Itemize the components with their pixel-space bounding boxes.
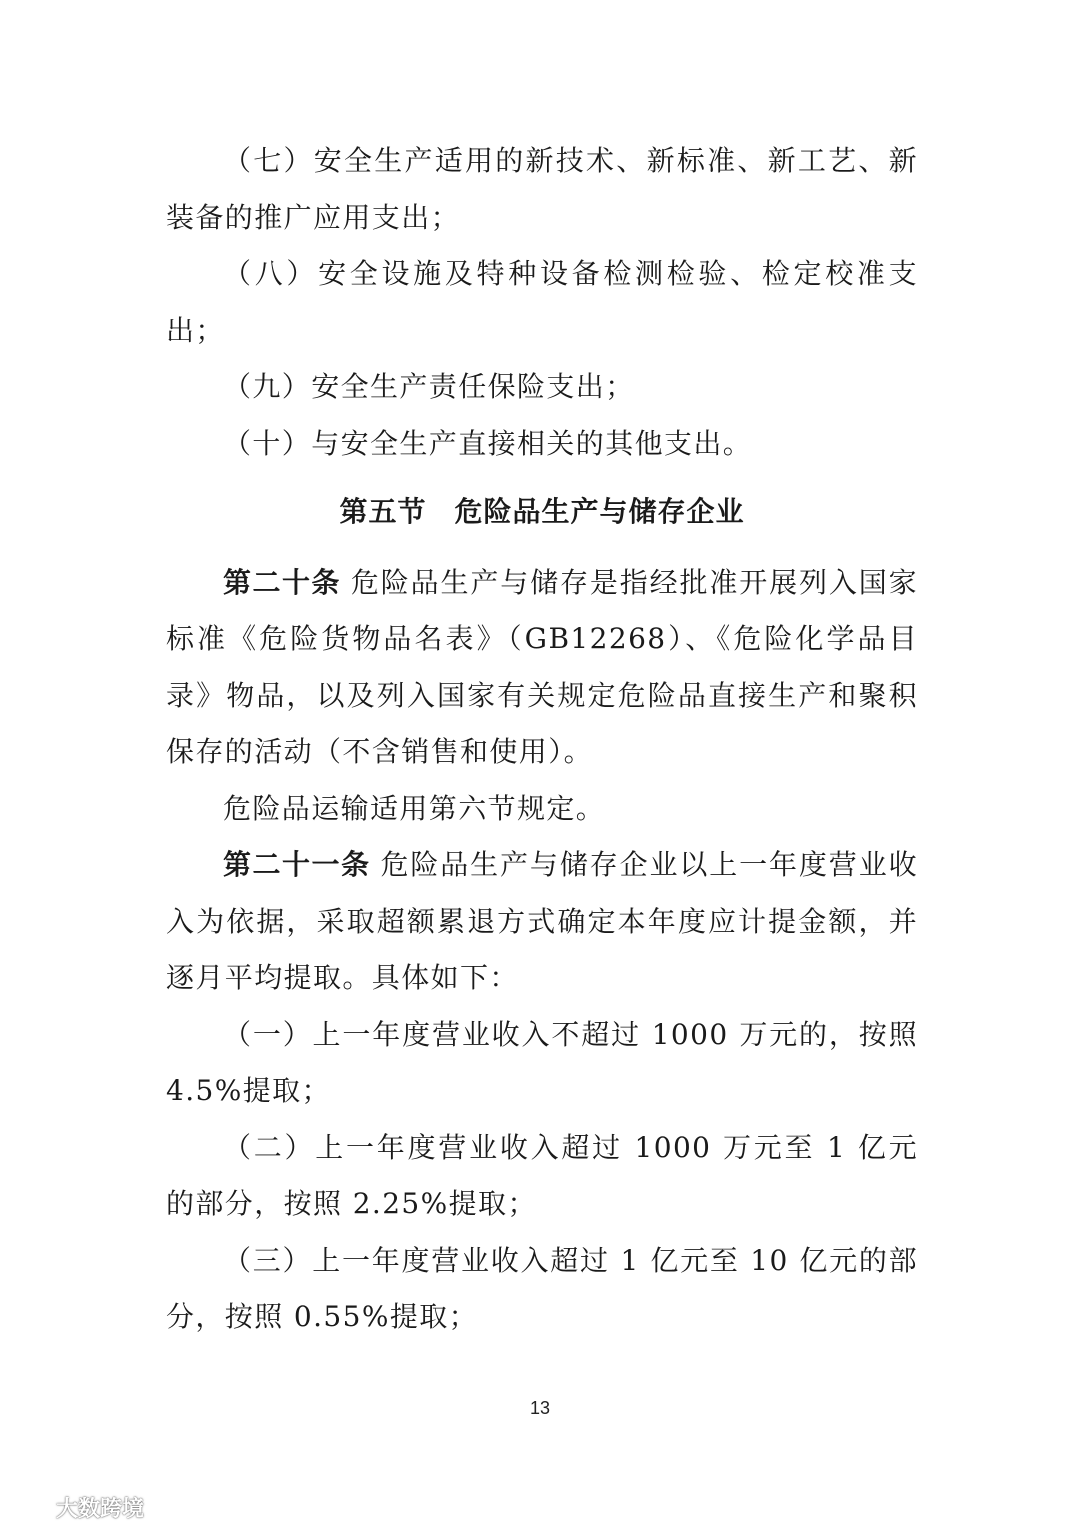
article-20-text: 危险品生产与储存是指经批准开展列入国家标准《危险货物品名表》（GB12268）、《危险化学品目录》物品，以及列入国家有关规定危险品直接生产和聚积保存的活动（不含销售和使用）。	[166, 565, 918, 768]
rate-item-1: （一）上一年度营业收入不超过 1000 万元的，按照 4.5%提取；	[166, 1017, 918, 1107]
rate-item-2: （二）上一年度营业收入超过 1000 万元至 1 亿元的部分，按照 2.25%提取；	[166, 1130, 918, 1220]
article-21	[166, 837, 918, 1007]
article-20-note: 危险品运输适用第六节规定。	[223, 791, 606, 825]
paragraph-item-8: （八）安全设施及特种设备检测检验、检定校准支出；	[166, 257, 918, 347]
article-21-text: 危险品生产与储存企业以上一年度营业收入为依据，采取超额累退方式确定本年度应计提金额，并逐月平均提取。具体如下：	[166, 848, 918, 994]
section-heading	[166, 484, 918, 541]
article-20-label: 第二十条	[223, 565, 341, 599]
document-body	[166, 133, 918, 1346]
section-title: 危险品生产与储存企业	[454, 495, 745, 528]
paragraph-item-10: （十）与安全生产直接相关的其他支出。	[223, 426, 753, 460]
speech-bubble-logo-icon	[12, 1494, 52, 1522]
section-number: 第五节	[339, 495, 427, 528]
paragraph-item-9: （九）安全生产责任保险支出；	[223, 370, 635, 403]
article-21-label: 第二十一条	[223, 848, 371, 881]
watermark	[12, 1492, 144, 1523]
article-20	[166, 555, 918, 781]
watermark-text: 大数跨境	[56, 1497, 145, 1522]
paragraph-item-7: （七）安全生产适用的新技术、新标准、新工艺、新装备的推广应用支出；	[166, 144, 918, 234]
rate-item-3: （三）上一年度营业收入超过 1 亿元至 10 亿元的部分，按照 0.55%提取；	[166, 1243, 918, 1333]
page-number: 13	[529, 1398, 551, 1418]
